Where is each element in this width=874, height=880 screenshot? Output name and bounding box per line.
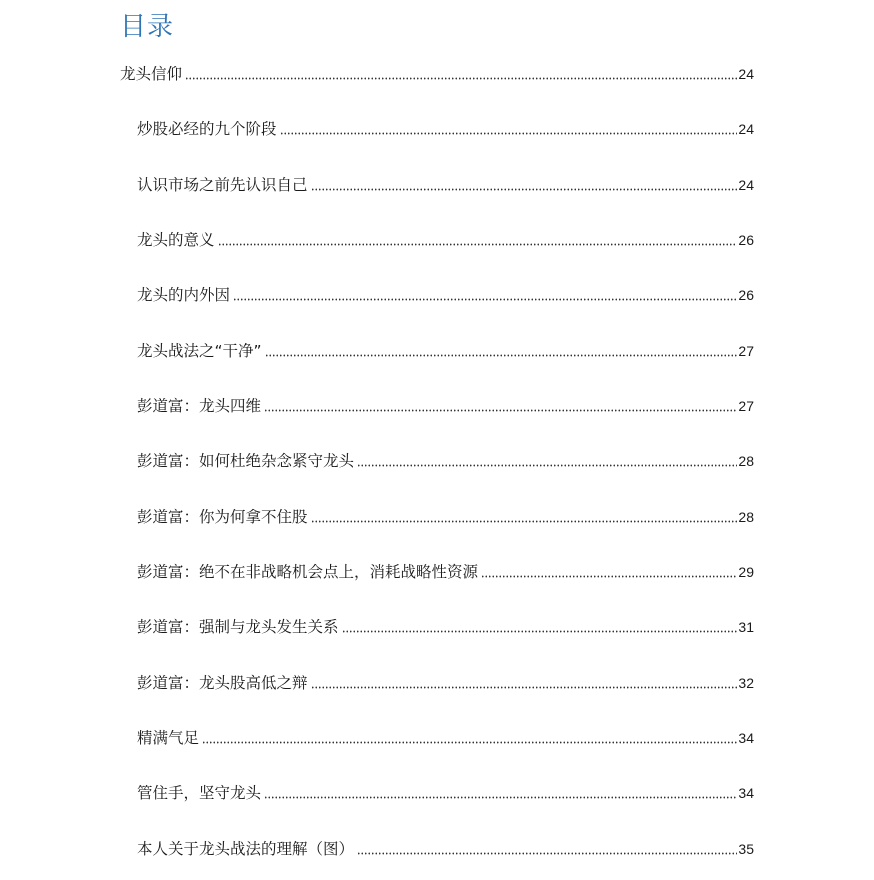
toc-entry-page: 34 xyxy=(738,730,754,746)
dot-leader xyxy=(218,243,738,246)
toc-entry-page: 26 xyxy=(738,287,754,303)
toc-entry-page: 26 xyxy=(738,232,754,248)
toc-entry-5[interactable] xyxy=(137,284,754,306)
toc-entry-text: 管住手，坚守龙头 xyxy=(137,784,262,802)
toc-entry-11[interactable] xyxy=(137,616,754,638)
toc-entry-1[interactable] xyxy=(120,63,754,85)
toc-entry-text: 彭道富：你为何拿不住股 xyxy=(137,508,308,526)
toc-entry-text: 炒股必经的九个阶段 xyxy=(137,120,277,138)
toc-entry-page: 32 xyxy=(738,675,754,691)
dot-leader xyxy=(342,630,738,633)
toc-entry-7[interactable] xyxy=(137,395,754,417)
dot-leader xyxy=(311,188,738,191)
toc-entry-page: 29 xyxy=(738,564,754,580)
toc-entry-text: 龙头战法之“干净” xyxy=(137,342,262,360)
toc-entry-text: 认识市场之前先认识自己 xyxy=(137,176,308,194)
dot-leader xyxy=(265,354,738,357)
toc-entry-page: 35 xyxy=(738,841,754,857)
toc-entry-page: 28 xyxy=(738,509,754,525)
toc-entry-8[interactable] xyxy=(137,450,754,472)
dot-leader xyxy=(185,77,737,80)
toc-entry-text: 彭道富：强制与龙头发生关系 xyxy=(137,618,339,636)
toc-entry-page: 28 xyxy=(738,453,754,469)
toc-entry-text: 本人关于龙头战法的理解（图） xyxy=(137,840,355,858)
toc-entry-4[interactable] xyxy=(137,229,754,251)
toc-entry-text: 彭道富：如何杜绝杂念紧守龙头 xyxy=(137,452,355,470)
dot-leader xyxy=(233,298,737,301)
toc-entry-13[interactable] xyxy=(137,727,754,749)
toc-entry-text: 彭道富：绝不在非战略机会点上，消耗战略性资源 xyxy=(137,563,479,581)
toc-entry-2[interactable] xyxy=(137,118,754,140)
toc-entry-3[interactable] xyxy=(137,174,754,196)
dot-leader xyxy=(264,796,737,799)
toc-entry-text: 精满气足 xyxy=(137,729,200,747)
dot-leader xyxy=(357,852,737,855)
dot-leader xyxy=(311,686,738,689)
toc-entry-12[interactable] xyxy=(137,672,754,694)
toc-entry-text: 龙头信仰 xyxy=(120,65,183,83)
dot-leader xyxy=(481,575,737,578)
toc-entry-page: 34 xyxy=(738,785,754,801)
toc-entry-page: 24 xyxy=(738,121,754,137)
toc-entry-page: 31 xyxy=(738,619,754,635)
toc-entry-page: 24 xyxy=(738,66,754,82)
dot-leader xyxy=(202,741,737,744)
dot-leader xyxy=(357,464,737,467)
toc-entry-10[interactable] xyxy=(137,561,754,583)
dot-leader xyxy=(264,409,737,412)
toc-entry-page: 24 xyxy=(738,177,754,193)
toc-entry-14[interactable] xyxy=(137,782,754,804)
toc-entry-6[interactable] xyxy=(137,340,754,362)
dot-leader xyxy=(280,132,738,135)
toc-entry-text: 龙头的内外因 xyxy=(137,286,231,304)
toc-entry-15[interactable] xyxy=(137,838,754,860)
toc-entry-9[interactable] xyxy=(137,506,754,528)
toc-entry-text: 龙头的意义 xyxy=(137,231,215,249)
toc-entry-text: 彭道富：龙头四维 xyxy=(137,397,262,415)
toc-entry-text: 彭道富：龙头股高低之辩 xyxy=(137,674,308,692)
toc-title: 目录 xyxy=(120,12,175,42)
toc-entry-page: 27 xyxy=(738,343,754,359)
toc-entry-page: 27 xyxy=(738,398,754,414)
dot-leader xyxy=(311,520,738,523)
